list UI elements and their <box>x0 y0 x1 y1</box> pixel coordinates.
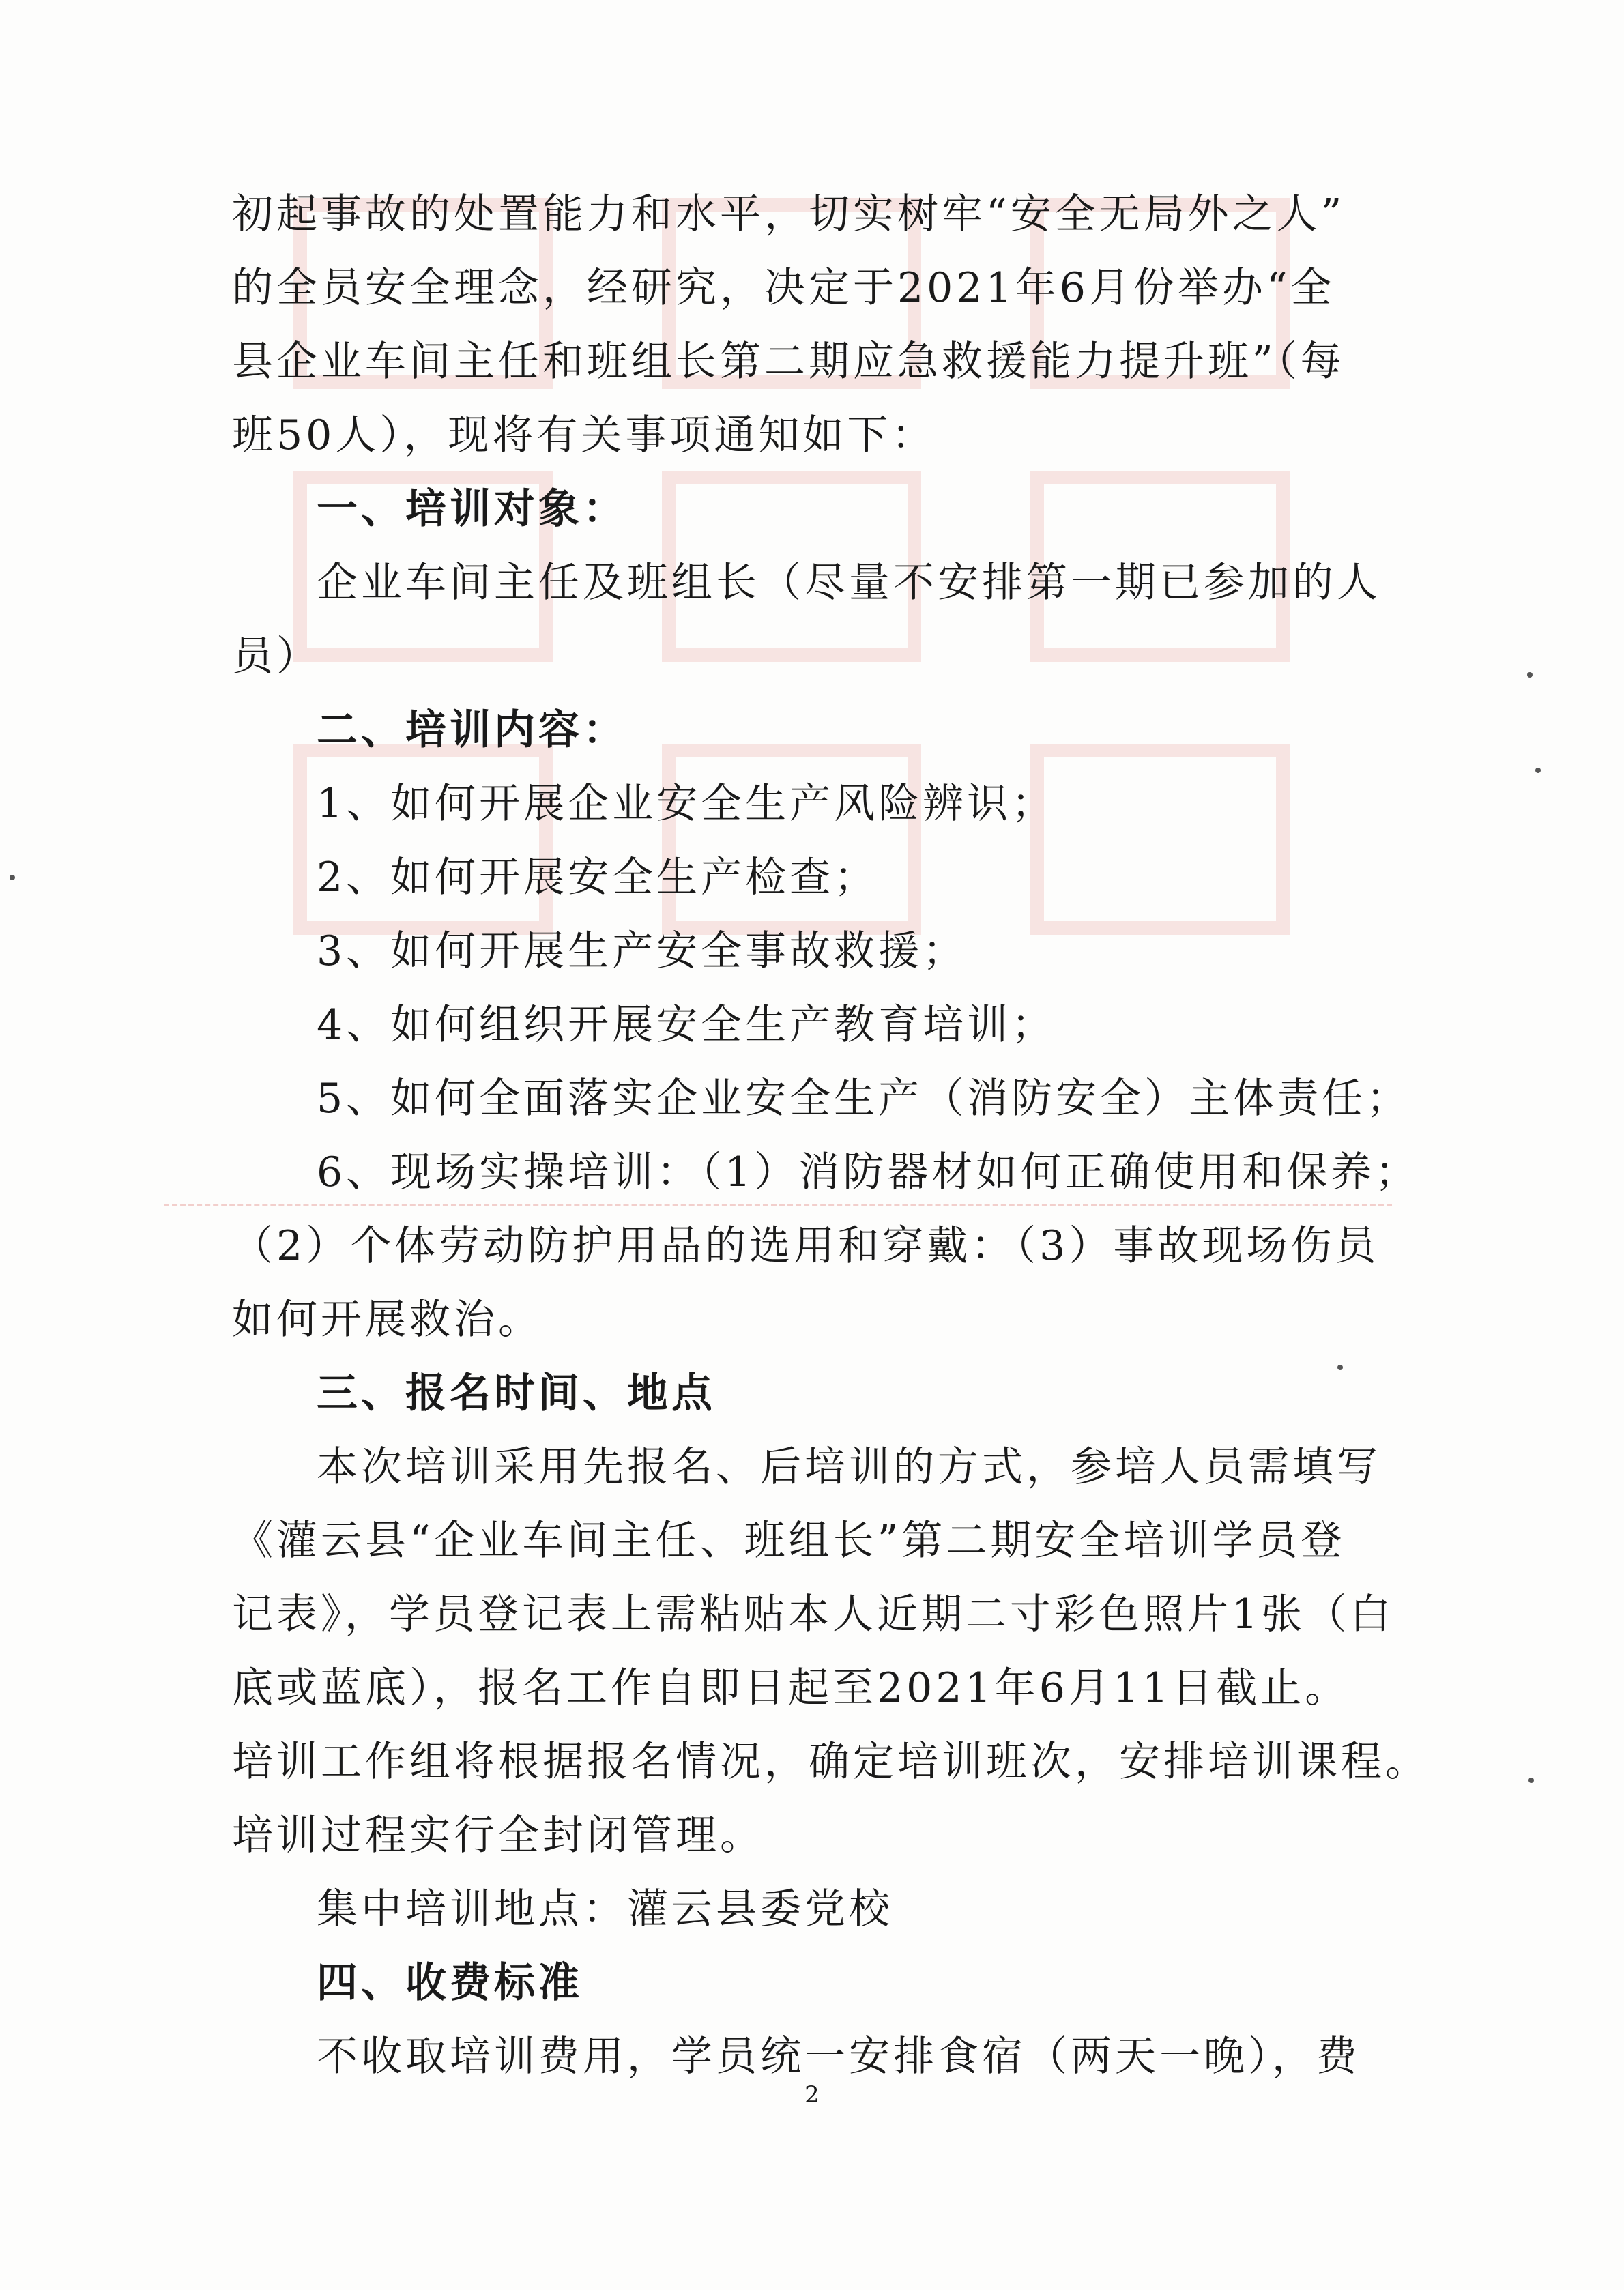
paragraph-line: 初起事故的处置能力和水平，切实树牢“安全无局外之人” <box>232 190 1346 238</box>
paragraph-line: 培训过程实行全封闭管理。 <box>232 1812 764 1859</box>
list-item: 2、如何开展安全生产检查； <box>317 854 879 901</box>
paragraph-line: 如何开展救治。 <box>232 1296 542 1344</box>
paragraph-line: 班50人），现将有关事项通知如下： <box>232 411 936 459</box>
list-item: 3、如何开展生产安全事故救援； <box>317 927 968 975</box>
list-item: 5、如何全面落实企业安全生产（消防安全）主体责任； <box>317 1075 1411 1122</box>
training-location: 集中培训地点：灌云县委党校 <box>317 1885 893 1933</box>
list-item: 1、如何开展企业安全生产风险辨识； <box>317 780 1056 828</box>
paragraph-line: （2）个体劳动防护用品的选用和穿戴：（3）事故现场伤员 <box>232 1222 1380 1270</box>
paragraph-line: 《灌云县“企业车间主任、班组长”第二期安全培训学员登 <box>232 1517 1346 1565</box>
paragraph-line: 培训工作组将根据报名情况，确定培训班次，安排培训课程。 <box>232 1738 1430 1786</box>
paragraph-line: 县企业车间主任和班组长第二期应急救援能力提升班”（每 <box>232 338 1345 386</box>
scan-speck <box>10 875 15 880</box>
list-item: 6、现场实操培训：（1）消防器材如何正确使用和保养； <box>317 1148 1420 1196</box>
paragraph-line: 记表》，学员登记表上需粘贴本人近期二寸彩色照片1张（白 <box>232 1591 1395 1638</box>
red-rule-bleed-through <box>164 1204 1392 1206</box>
scan-speck <box>1528 1778 1534 1783</box>
section-heading-fees: 四、收费标准 <box>317 1959 583 2007</box>
scan-speck <box>1527 672 1533 678</box>
paragraph-line: 本次培训采用先报名、后培训的方式，参培人员需填写 <box>317 1443 1381 1491</box>
section-heading-registration: 三、报名时间、地点 <box>317 1369 716 1417</box>
paragraph-line: 底或蓝底），报名工作自即日起至2021年6月11日截止。 <box>232 1664 1350 1712</box>
scan-speck <box>1535 768 1541 773</box>
scan-speck <box>1337 1365 1343 1370</box>
section-heading-training-content: 二、培训内容： <box>317 706 627 754</box>
section-heading-training-target: 一、培训对象： <box>317 485 627 533</box>
page-number: 2 <box>804 2081 820 2108</box>
paragraph-line: 的全员安全理念，经研究，决定于2021年6月份举办“全 <box>232 264 1335 312</box>
paragraph-line: 不收取培训费用，学员统一安排食宿（两天一晚），费 <box>317 2033 1361 2081</box>
paragraph-line: 员） <box>232 633 321 680</box>
paragraph-line: 企业车间主任及班组长（尽量不安排第一期已参加的人 <box>317 559 1381 607</box>
list-item: 4、如何组织开展安全生产教育培训； <box>317 1001 1056 1049</box>
